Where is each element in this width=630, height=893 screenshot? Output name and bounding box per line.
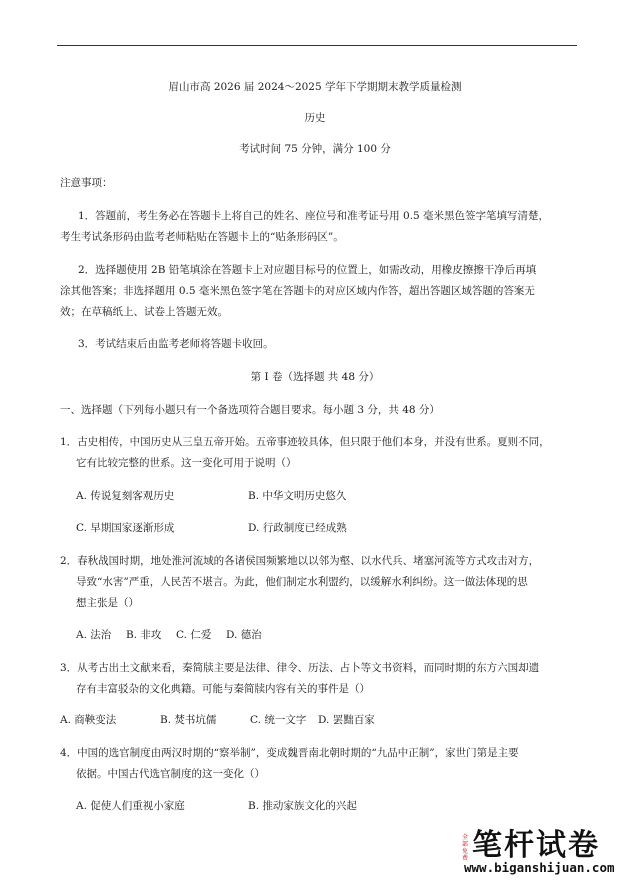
top-rule [57,45,577,46]
time-score: 考试时间 75 分钟，满分 100 分 [239,143,391,155]
notes-heading: 注意事项： [60,177,113,189]
volume-title: 第 I 卷（选择题 共 48 分） [250,371,380,383]
q3-option-c: C. 统一文字 [250,714,307,726]
subject-title: 历史 [304,112,326,124]
q3-option-a: A. 商鞅变法 [60,714,117,726]
q4-option-a: A. 促使人们重视小家庭 [76,800,185,812]
watermark-logo [462,820,622,886]
q4-option-b: B. 推动家族文化的兴起 [248,800,357,812]
question-1-line-2: 它有比较完整的世系。这一变化可用于说明（） [76,457,297,469]
watermark-free-label: 全部免费 [462,834,469,862]
q2-option-b: B. 非攻 [126,629,162,641]
watermark-title: 笔杆试卷 [472,828,600,863]
q2-option-d: D. 德治 [226,629,262,641]
q3-option-b: B. 焚书坑儒 [160,714,217,726]
q1-option-a: A. 传说复刻客观历史 [76,490,175,502]
q1-option-c: C. 早期国家逐渐形成 [76,522,175,534]
part-title: 一、选择题（下列每小题只有一个备选项符合题目要求。每小题 3 分，共 48 分） [60,404,440,416]
question-2-line-3: 想主张是（） [76,597,139,609]
q3-option-d: D. 罢黜百家 [318,714,375,726]
note-2-line-2: 涂其他答案；非选择题用 0.5 毫米黑色签字笔在答题卡的对应区域内作答，超出答题区域答题的答案无 [60,285,535,297]
q1-option-b: B. 中华文明历史悠久 [248,490,347,502]
note-1-line-2: 考生考试条形码由监考老师粘贴在答题卡上的“贴条形码区”。 [60,231,344,243]
question-1-line-1: 1．古史相传，中国历史从三皇五帝开始。五帝事迹较具体，但只限于他们本身，并没有世系。夏则不同， [60,436,550,448]
q1-option-d: D. 行政制度已经成熟 [248,522,347,534]
note-1-line-1: 1．答题前，考生务必在答题卡上将自己的姓名、座位号和准考证号用 0.5 毫米黑色签字笔填写清楚， [78,210,550,222]
question-3-line-2: 存有丰富驳杂的文化典籍。可能与秦简牍内容有关的事件是（） [76,683,370,695]
question-2-line-2: 导致“水害”严重，人民苦不堪言。为此，他们制定水利盟约，以缓解水利纠纷。这一做法体现的思 [76,576,528,588]
question-4-line-2: 依据。中国古代选官制度的这一变化（） [76,768,265,780]
question-2-line-1: 2．春秋战国时期，地处淮河流域的各诸侯国频繁地以以邻为壑、以水代兵、堵塞河流等方式攻击对方， [60,555,540,567]
q2-option-c: C. 仁爱 [176,629,212,641]
q2-option-a: A. 法治 [76,629,112,641]
question-3-line-1: 3．从考古出土文献来看，秦简牍主要是法律、律令、历法、占卜等文书资料，而同时期的东方六国却遗 [60,662,540,674]
exam-title: 眉山市高 2026 届 2024～2025 学年下学期期末教学质量检测 [168,81,462,93]
note-2-line-3: 效；在草稿纸上、试卷上答题无效。 [60,306,228,318]
question-4-line-1: 4．中国的选官制度由两汉时期的“察举制”，变成魏晋南北朝时期的“九品中正制”，家世门第是主要 [60,747,519,759]
watermark-url: www.biganshijuan.com [464,860,615,875]
note-2-line-1: 2．选择题使用 2B 铅笔填涂在答题卡上对应题目标号的位置上，如需改动，用橡皮擦擦干净后再填 [78,264,537,276]
note-3: 3．考试结束后由监考老师将答题卡收回。 [78,338,274,350]
